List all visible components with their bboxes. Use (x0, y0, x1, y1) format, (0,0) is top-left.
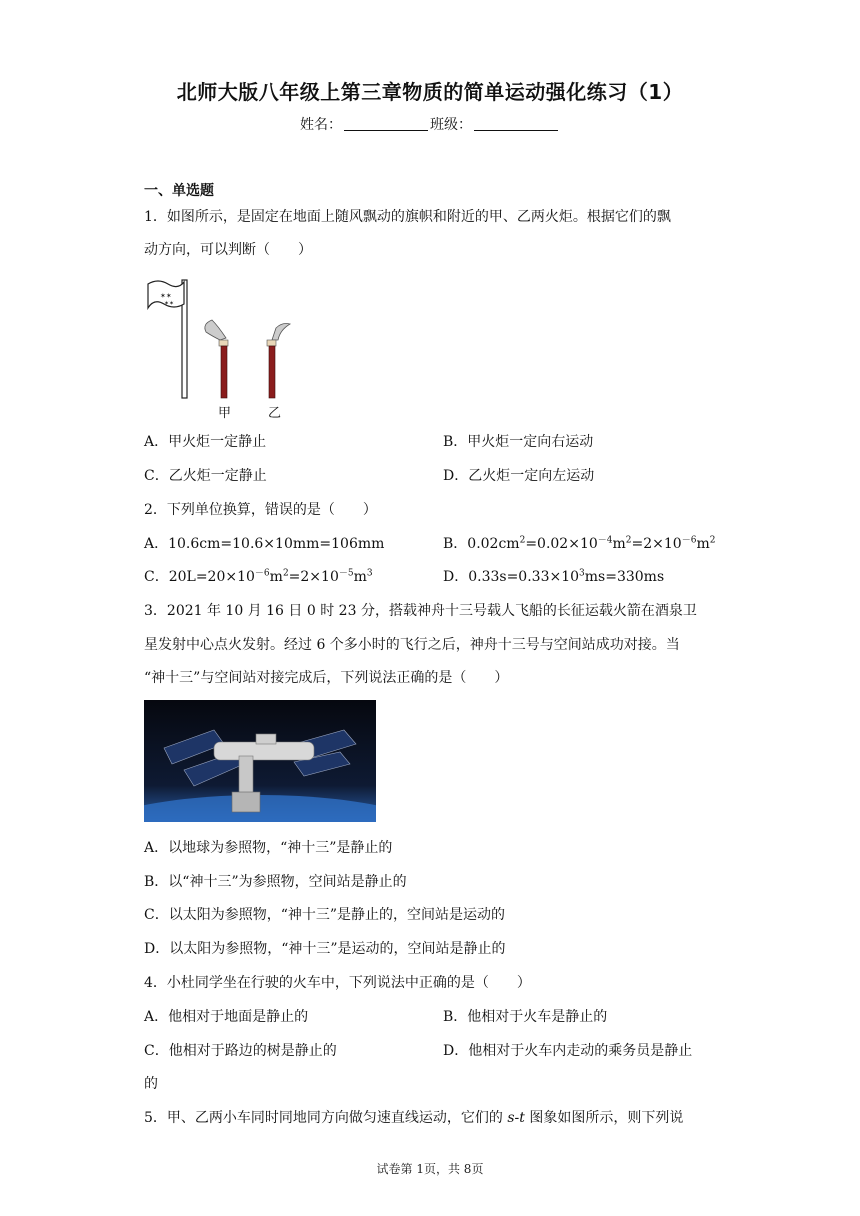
q3-option-b: B．以“神十三”为参照物，空间站是静止的 (144, 874, 407, 890)
q5-stem: 5．甲、乙两小车同时同地同方向做匀速直线运动，它们的 s-t 图象如图所示，则下列说 (144, 1110, 684, 1126)
q1-option-c: C．乙火炬一定静止 (144, 468, 267, 484)
q2-option-c: C．$20L=20\times 10^{-6}m^2=2\times 10^{-5}m^3$ (144, 568, 373, 585)
q4-option-c: C．他相对于路边的树是静止的 (144, 1043, 337, 1059)
q4-option-b: B．他相对于火车是静止的 (443, 1009, 608, 1025)
q3-stem-line1: 3．2021 年 10 月 16 日 0 时 23 分，搭载神舟十三号载人飞船的长征运载火箭在酒泉卫 (144, 603, 697, 619)
q3-option-d: D．以太阳为参照物，“神十三”是运动的，空间站是静止的 (144, 941, 506, 957)
torch-label-yi: 乙 (268, 406, 282, 421)
q1-stem-line1: 1．如图所示，是固定在地面上随风飘动的旗帜和附近的甲、乙两火炬。根据它们的飘 (144, 209, 671, 225)
q2-option-d: D．$0.33s=0.33\times 10^3ms=330ms$ (443, 568, 665, 585)
name-label: 姓名： (300, 117, 342, 133)
section-heading: 一、单选题 (144, 183, 214, 199)
q3-stem-line3: “神十三”与空间站对接完成后，下列说法正确的是（ ） (144, 670, 509, 686)
class-label: 班级： (430, 117, 472, 133)
q1-stem-line2: 动方向，可以判断（ ） (144, 242, 312, 258)
q1-option-d: D．乙火炬一定向左运动 (443, 468, 595, 484)
q4-option-a: A．他相对于地面是静止的 (144, 1009, 309, 1025)
class-blank (474, 116, 558, 131)
q2-option-a: A．10.6cm=10.6×10mm=106mm (144, 536, 385, 552)
q2-option-b: B．$0.02cm^2=0.02\times 10^{-4}m^2=2\times 10^{-6}m^2$ (443, 535, 716, 552)
name-blank (344, 116, 428, 131)
q3-option-c: C．以太阳为参照物，“神十三”是静止的，空间站是运动的 (144, 907, 506, 923)
q4-option-d: D．他相对于火车内走动的乘务员是静止 (443, 1043, 693, 1059)
torch-yi-icon (267, 324, 290, 399)
flag-icon (148, 280, 187, 398)
page-title: 北师大版八年级上第三章物质的简单运动强化练习（1） (176, 80, 684, 104)
q2-stem: 2．下列单位换算，错误的是（ ） (144, 502, 377, 518)
space-station-image (144, 700, 376, 822)
torch-jia-icon (205, 320, 228, 398)
student-info-line (0, 114, 860, 134)
svg-text:✶✶: ✶✶ (160, 292, 172, 300)
q3-stem-line2: 星发射中心点火发射。经过 6 个多小时的飞行之后，神舟十三号与空间站成功对接。当 (144, 637, 680, 653)
q1-option-a: A．甲火炬一定静止 (144, 434, 267, 450)
q3-option-a: A．以地球为参照物，“神十三”是静止的 (144, 840, 393, 856)
torch-label-jia: 甲 (218, 406, 232, 421)
q4-stem: 4．小杜同学坐在行驶的火车中，下列说法中正确的是（ ） (144, 975, 531, 991)
q1-option-b: B．甲火炬一定向右运动 (443, 434, 594, 450)
svg-text:✶✶: ✶✶ (164, 300, 175, 307)
q4-option-d-cont: 的 (144, 1076, 158, 1092)
page-footer: 试卷第 1页，共 8页 (376, 1162, 484, 1176)
